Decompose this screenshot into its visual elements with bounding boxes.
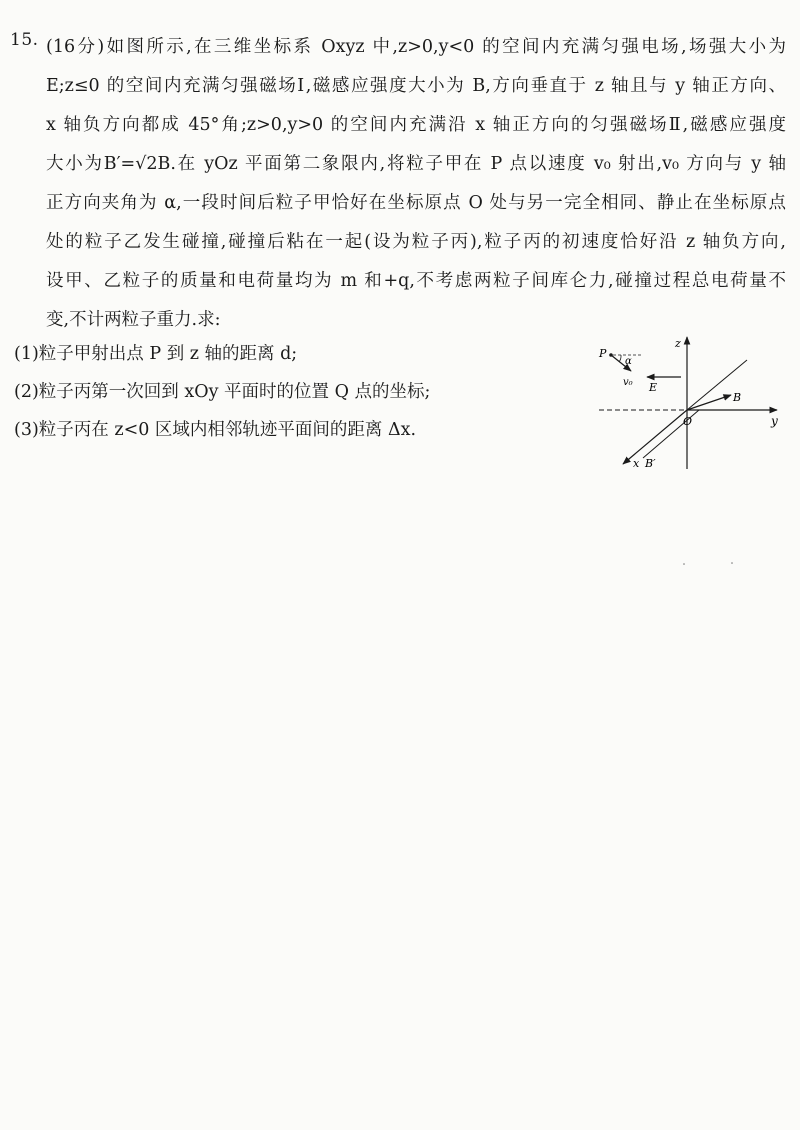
label-z: z xyxy=(675,337,681,350)
statement-line: 正方向夹角为 α,一段时间后粒子甲恰好在坐标原点 O 处与另一完全相同、静止在坐标原点 xyxy=(46,193,786,213)
scan-specks xyxy=(680,560,740,570)
label-v0: v₀ xyxy=(623,377,633,388)
statement-line: E;z≤0 的空间内充满匀强磁场Ⅰ,磁感应强度大小为 B,方向垂直于 z 轴且与 y 轴正方向、 xyxy=(46,76,786,96)
label-bprime: B′ xyxy=(645,457,656,470)
label-y: y xyxy=(771,414,778,428)
question-2: (2)粒子丙第一次回到 xOy 平面时的位置 Q 点的坐标; xyxy=(14,382,431,402)
label-e: E xyxy=(649,381,658,394)
label-alpha: α xyxy=(625,356,632,367)
label-origin: O xyxy=(683,415,693,428)
question-1: (1)粒子甲射出点 P 到 z 轴的距离 d; xyxy=(14,344,298,364)
x-axis xyxy=(623,410,687,464)
question-3: (3)粒子丙在 z<0 区域内相邻轨迹平面间的距离 Δx. xyxy=(14,420,417,440)
label-b: B xyxy=(733,391,742,404)
problem-number: 15. xyxy=(10,30,39,50)
statement-line: 设甲、乙粒子的质量和电荷量均为 m 和+q,不考虑两粒子间库仑力,碰撞过程总电荷量不 xyxy=(46,271,786,291)
problem-statement xyxy=(46,28,786,340)
b-field-arrow xyxy=(687,395,731,410)
statement-line: 大小为B′=√2B.在 yOz 平面第二象限内,将粒子甲在 P 点以速度 v₀ 射出,v₀ 方向与 y 轴 xyxy=(46,154,786,174)
alpha-arc xyxy=(619,355,621,362)
statement-line: 处的粒子乙发生碰撞,碰撞后粘在一起(设为粒子丙),粒子丙的初速度恰好沿 z 轴负方向, xyxy=(46,232,786,252)
label-p: P xyxy=(599,347,607,360)
statement-line: x 轴负方向都成 45°角;z>0,y>0 的空间内充满沿 x 轴正方向的匀强磁场Ⅱ,磁感应强度 xyxy=(46,115,786,135)
coordinate-figure xyxy=(595,333,785,473)
statement-line: 变,不计两粒子重力.求: xyxy=(46,310,221,330)
statement-line: (16分)如图所示,在三维坐标系 Oxyz 中,z>0,y<0 的空间内充满匀强电场,场强大小为 xyxy=(46,37,786,57)
label-x: x xyxy=(633,457,640,470)
